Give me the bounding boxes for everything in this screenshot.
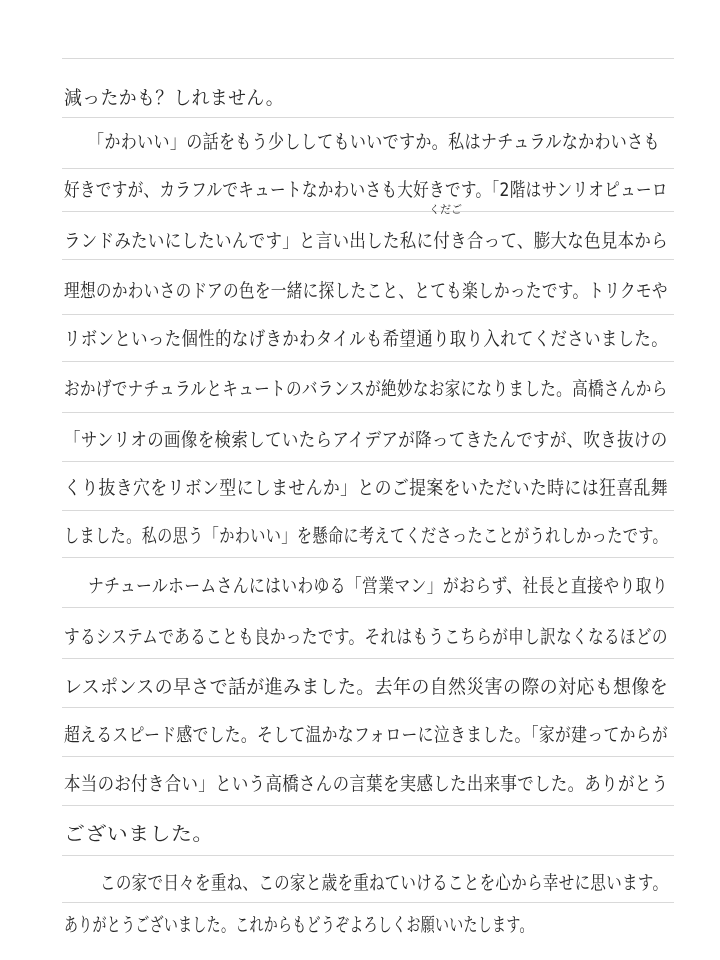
ruled-line xyxy=(62,58,674,59)
letter-line: レスポンスの早さで話が進みました。去年の自然災害の際の対応も想像を xyxy=(64,676,669,698)
letter-line: 減ったかも？しれません。 xyxy=(64,87,284,109)
furigana-annotation: くだご xyxy=(429,203,462,216)
ruled-line xyxy=(62,117,674,118)
letter-line: ありがとうございました。これからもどうぞよろしくお願いいたします。 xyxy=(64,914,534,936)
letter-line: するシステムであることも良かったです。それはもうこちらが申し訳なくなるほどの xyxy=(64,626,668,648)
letter-line: ナチュールホームさんにはいわゆる「営業マン」がおらず、社長と直接やり取り xyxy=(88,575,668,597)
letter-line: 「かわいい」の話をもう少ししてもいいですか。私はナチュラルなかわいさも xyxy=(88,131,660,153)
letter-line: ございました。 xyxy=(64,823,214,845)
ruled-line xyxy=(62,902,674,903)
ruled-line xyxy=(62,259,674,260)
letter-line: ランドみたいにしたいんです」と言い出した私に付き合って、膨大な色見本から xyxy=(64,230,669,252)
letter-line: くり抜き穴をリボン型にしませんか」とのご提案をいただいた時には狂喜乱舞 xyxy=(64,477,668,499)
ruled-line xyxy=(62,756,674,757)
letter-line: リボンといった個性的なげきかわタイルも希望通り取り入れてくださいました。 xyxy=(64,328,669,350)
ruled-line xyxy=(62,805,674,806)
ruled-line xyxy=(62,412,674,413)
ruled-line xyxy=(62,211,674,212)
ruled-line xyxy=(62,557,674,558)
letter-line: 超えるスピード感でした。そして温かなフォローに泣きました。「家が建ってからが xyxy=(64,724,669,746)
letter-line: この家で日々を重ね、この家と歳を重ねていけることを心から幸せに思います。 xyxy=(100,872,669,894)
letter-line: おかげでナチュラルとキュートのバランスが絶妙なお家になりました。高橋さんから xyxy=(64,378,668,400)
ruled-line xyxy=(62,707,674,708)
letter-line: 好きですが、カラフルでキュートなかわいさも大好きです。「2階はサンリオピューロ xyxy=(64,179,668,201)
ruled-line xyxy=(62,361,674,362)
letter-line: しました。私の思う「かわいい」を懸命に考えてくださったことがうれしかったです。 xyxy=(64,525,669,547)
ruled-line xyxy=(62,658,674,659)
ruled-line xyxy=(62,461,674,462)
ruled-line xyxy=(62,314,674,315)
letter-line: 理想のかわいさのドアの色を一緒に探したこと、とても楽しかったです。トリクモや xyxy=(64,280,668,302)
ruled-line xyxy=(62,510,674,511)
letter-line: 「サンリオの画像を検索していたらアイデアが降ってきたんですが、吹き抜けの xyxy=(64,429,668,451)
ruled-line xyxy=(62,607,674,608)
letter-line: 本当のお付き合い」という高橋さんの言葉を実感した出来事でした。ありがとう xyxy=(64,773,669,795)
ruled-line xyxy=(62,855,674,856)
ruled-line xyxy=(62,168,674,169)
